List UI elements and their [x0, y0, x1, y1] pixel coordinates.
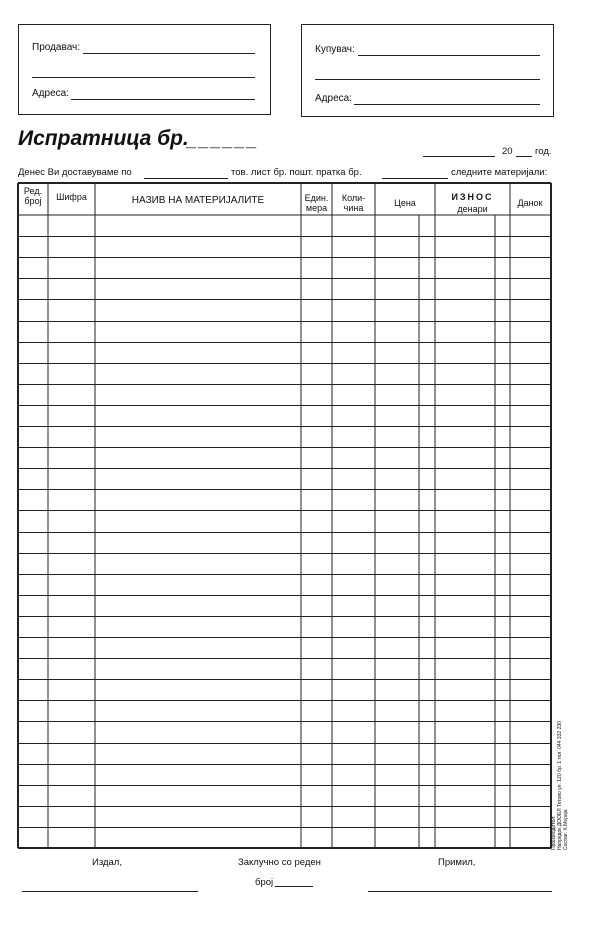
received-by-signature-line[interactable] — [368, 891, 552, 892]
document-title: Испратница бр. — [18, 127, 189, 150]
buyer-address-label: Адреса: — [315, 93, 352, 104]
delivery-text-1: Денес Ви доставуваме по — [18, 167, 132, 178]
year-suffix: год. — [535, 146, 552, 157]
seller-address-label: Адреса: — [32, 88, 69, 99]
issued-by-label: Издал, — [92, 857, 122, 868]
imprint-line-2: Напредок ДООЕЛ Тетово ул. 120 бр. 1 тел. 044 332 230 — [557, 721, 563, 850]
imprint-line-1: Производител: — [551, 815, 557, 850]
col-header-material-name: НАЗИВ НА МАТЕРИЈАЛИТЕ — [131, 195, 265, 206]
year-prefix: 20 — [502, 146, 513, 157]
delivery-text-3: следните материјали: — [451, 167, 548, 178]
document-number-blank[interactable]: ______ — [186, 130, 259, 150]
col-header-price: Цена — [394, 198, 416, 208]
col-header-quantity: Коли- чина — [341, 193, 366, 213]
closing-number-field[interactable] — [275, 886, 313, 887]
issued-by-signature-line[interactable] — [22, 891, 198, 892]
col-header-amount: ИЗНОС — [451, 192, 494, 202]
col-header-amount-currency: денари — [457, 204, 488, 214]
col-header-tax: Данок — [517, 198, 543, 208]
seller-label: Продавач: — [32, 42, 81, 53]
number-label: број — [255, 877, 274, 888]
printer-imprint — [551, 660, 569, 850]
col-header-serial-no: Ред. број — [23, 186, 43, 206]
buyer-label: Купувач: — [315, 44, 355, 55]
imprint-line-3: Состав: Х.Мерија — [563, 809, 569, 850]
col-header-code: Шифра — [56, 192, 87, 202]
concluded-label: Заклучно со реден — [238, 857, 321, 868]
col-header-unit: Един. мера — [304, 193, 329, 213]
received-by-label: Примил, — [438, 857, 476, 868]
delivery-text-2: тов. лист бр. пошт. пратка бр. — [231, 167, 362, 178]
